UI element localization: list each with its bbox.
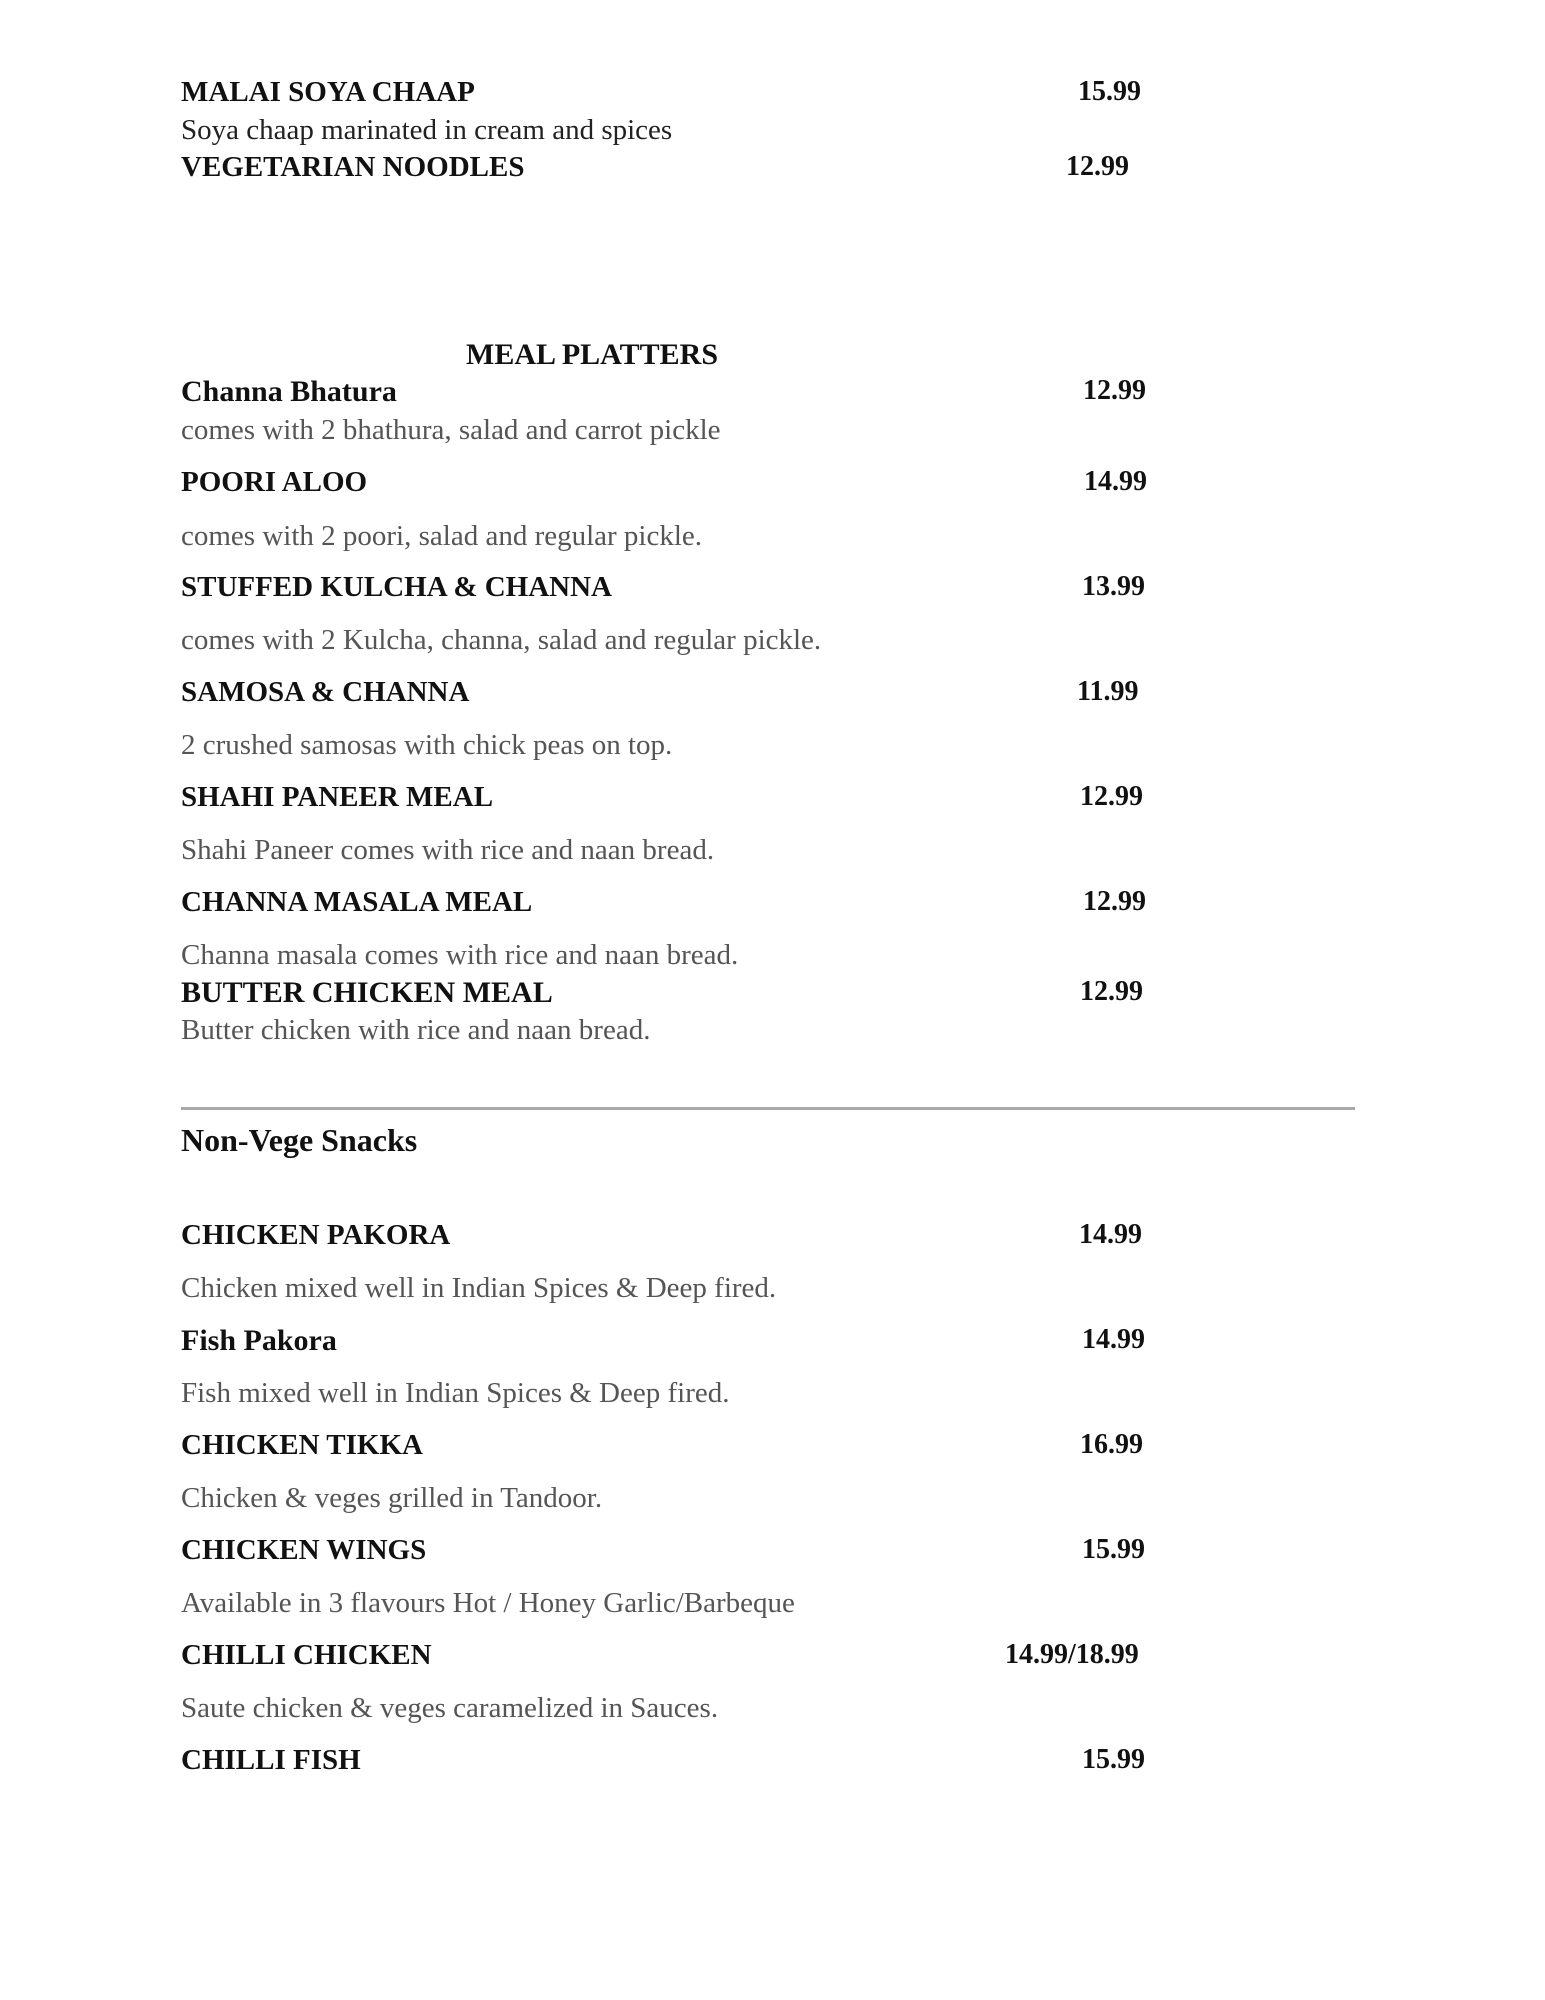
item-name: SAMOSA & CHANNA: [181, 676, 470, 708]
item-description: Channa masala comes with rice and naan bread.: [181, 939, 739, 971]
item-price: 15.99: [1078, 76, 1141, 107]
menu-item: [0, 1429, 1545, 1469]
item-name: CHANNA MASALA MEAL: [181, 886, 533, 918]
section-title-meal-platters: MEAL PLATTERS: [466, 338, 718, 371]
menu-item: [0, 375, 1545, 415]
item-price: 12.99: [1066, 151, 1129, 182]
item-description: Shahi Paneer comes with rice and naan bread.: [181, 834, 715, 866]
item-description: comes with 2 poori, salad and regular pickle.: [181, 520, 703, 552]
item-name: BUTTER CHICKEN MEAL: [181, 976, 553, 1009]
item-name: CHILLI CHICKEN: [181, 1639, 432, 1671]
item-name: CHICKEN PAKORA: [181, 1219, 451, 1251]
item-price: 14.99: [1082, 1324, 1145, 1355]
item-name: Channa Bhatura: [181, 375, 397, 408]
item-price: 16.99: [1080, 1429, 1143, 1460]
item-price: 15.99: [1082, 1534, 1145, 1565]
item-price: 15.99: [1082, 1744, 1145, 1775]
menu-item: [0, 886, 1545, 926]
item-price: 12.99: [1083, 886, 1146, 917]
menu-item: [0, 1744, 1545, 1784]
item-description: Soya chaap marinated in cream and spices: [181, 114, 673, 146]
item-name: MALAI SOYA CHAAP: [181, 76, 475, 108]
item-price: 12.99: [1080, 976, 1143, 1007]
menu-item-vegetarian-noodles: [0, 151, 1545, 191]
item-price: 14.99: [1084, 466, 1147, 497]
item-name: POORI ALOO: [181, 466, 368, 498]
menu-item: [0, 676, 1545, 716]
item-description: Fish mixed well in Indian Spices & Deep fired.: [181, 1377, 730, 1409]
menu-item: [0, 1324, 1545, 1364]
menu-item: [0, 781, 1545, 821]
item-description: Butter chicken with rice and naan bread.: [181, 1014, 651, 1046]
menu-item-malai-soya-chaap: [0, 76, 1545, 116]
section-title-non-vege-snacks: Non-Vege Snacks: [181, 1122, 418, 1158]
item-description: Chicken & veges grilled in Tandoor.: [181, 1482, 603, 1514]
item-price: 12.99: [1080, 781, 1143, 812]
menu-item: [0, 571, 1545, 611]
item-price: 13.99: [1082, 571, 1145, 602]
item-description: comes with 2 bhathura, salad and carrot pickle: [181, 414, 721, 446]
menu-item: [0, 1639, 1545, 1679]
item-description: 2 crushed samosas with chick peas on top.: [181, 729, 673, 761]
item-price: 12.99: [1083, 375, 1146, 406]
item-name: CHICKEN TIKKA: [181, 1429, 423, 1461]
item-name: CHILLI FISH: [181, 1744, 361, 1776]
item-name: Fish Pakora: [181, 1324, 337, 1357]
menu-item: [0, 1219, 1545, 1259]
item-description: Available in 3 flavours Hot / Honey Garlic/Barbeque: [181, 1587, 795, 1619]
item-description: Chicken mixed well in Indian Spices & Deep fired.: [181, 1272, 777, 1304]
menu-item: [0, 1534, 1545, 1574]
item-price: 11.99: [1077, 676, 1139, 707]
menu-item: [0, 466, 1545, 506]
section-divider: [181, 1107, 1355, 1110]
item-description: Saute chicken & veges caramelized in Sauces.: [181, 1692, 719, 1724]
item-price: 14.99/18.99: [1005, 1639, 1139, 1670]
item-name: STUFFED KULCHA & CHANNA: [181, 571, 612, 603]
item-name: CHICKEN WINGS: [181, 1534, 427, 1566]
item-name: SHAHI PANEER MEAL: [181, 781, 494, 813]
item-description: comes with 2 Kulcha, channa, salad and regular pickle.: [181, 624, 822, 656]
item-price: 14.99: [1079, 1219, 1142, 1250]
item-name: VEGETARIAN NOODLES: [181, 151, 525, 183]
menu-item: [0, 976, 1545, 1016]
